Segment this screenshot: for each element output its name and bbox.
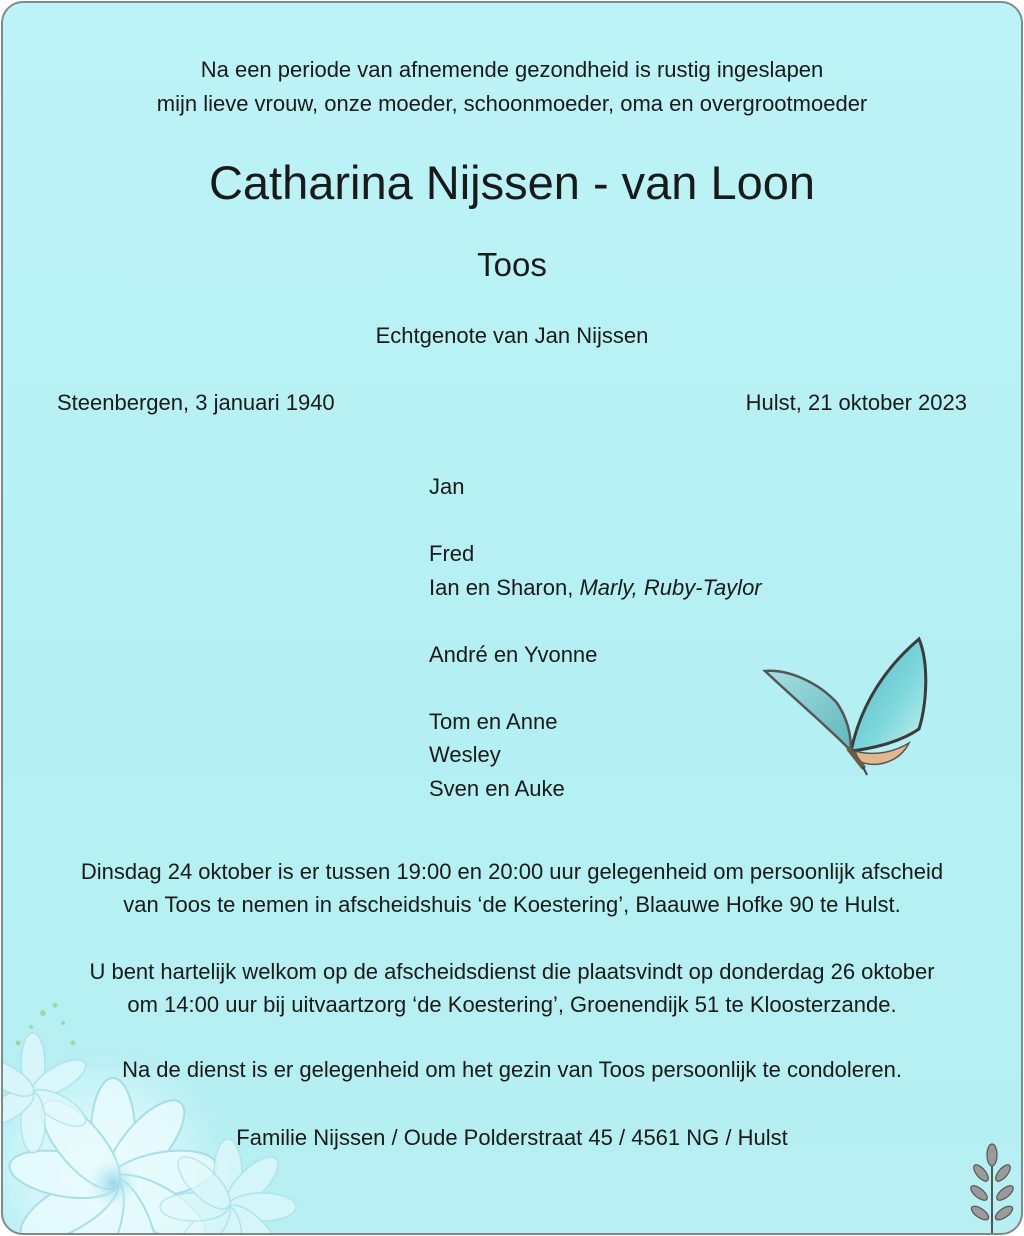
intro-text <box>3 53 1021 121</box>
farewell-paragraph <box>3 855 1021 921</box>
condolence-text: Na de dienst is er gelegenheid om het gezin van Toos persoonlijk te condoleren. <box>122 1057 902 1082</box>
family-member: Fred <box>429 541 475 566</box>
family-couple: Ian en Sharon, <box>429 574 574 600</box>
birth-date: Steenbergen, 3 januari 1940 <box>57 390 335 415</box>
intro-line-2: mijn lieve vrouw, onze moeder, schoonmoeder, oma en overgrootmoeder <box>156 91 868 116</box>
family-address: Familie Nijssen / Oude Polderstraat 45 / 4561 NG / Hulst <box>236 1125 788 1150</box>
family-member: Tom en Anne <box>429 708 558 734</box>
family-member: Jan <box>429 474 465 499</box>
butterfly-icon <box>759 633 931 779</box>
plant-sprig-icon <box>959 1141 1023 1235</box>
family-grandchildren: Marly, Ruby-Taylor <box>579 574 762 600</box>
family-list <box>429 470 762 805</box>
spouse-line: Echtgenote van Jan Nijssen <box>375 323 649 348</box>
service-line-2: om 14:00 uur bij uitvaartzorg ‘de Koestering’, Groenendijk 51 te Kloosterzande. <box>127 992 897 1017</box>
service-paragraph <box>3 955 1021 1021</box>
deceased-name: Catharina Nijssen - van Loon <box>208 156 816 209</box>
deceased-nickname: Toos <box>477 246 547 283</box>
family-member: Sven en Auke <box>429 775 565 801</box>
service-line-1: U bent hartelijk welkom op de afscheidsdienst die plaatsvindt op donderdag 26 oktober <box>89 959 935 984</box>
death-date: Hulst, 21 oktober 2023 <box>745 390 967 415</box>
farewell-line-2: van Toos te nemen in afscheidshuis ‘de Koestering’, Blaauwe Hofke 90 te Hulst. <box>123 892 901 917</box>
death-notice-card <box>1 1 1023 1235</box>
intro-line-1: Na een periode van afnemende gezondheid is rustig ingeslapen <box>200 57 824 82</box>
family-member: Wesley <box>429 742 501 767</box>
family-member: André en Yvonne <box>429 641 598 667</box>
family-member <box>429 571 762 605</box>
farewell-line-1: Dinsdag 24 oktober is er tussen 19:00 en 20:00 uur gelegenheid om persoonlijk afscheid <box>80 859 944 884</box>
